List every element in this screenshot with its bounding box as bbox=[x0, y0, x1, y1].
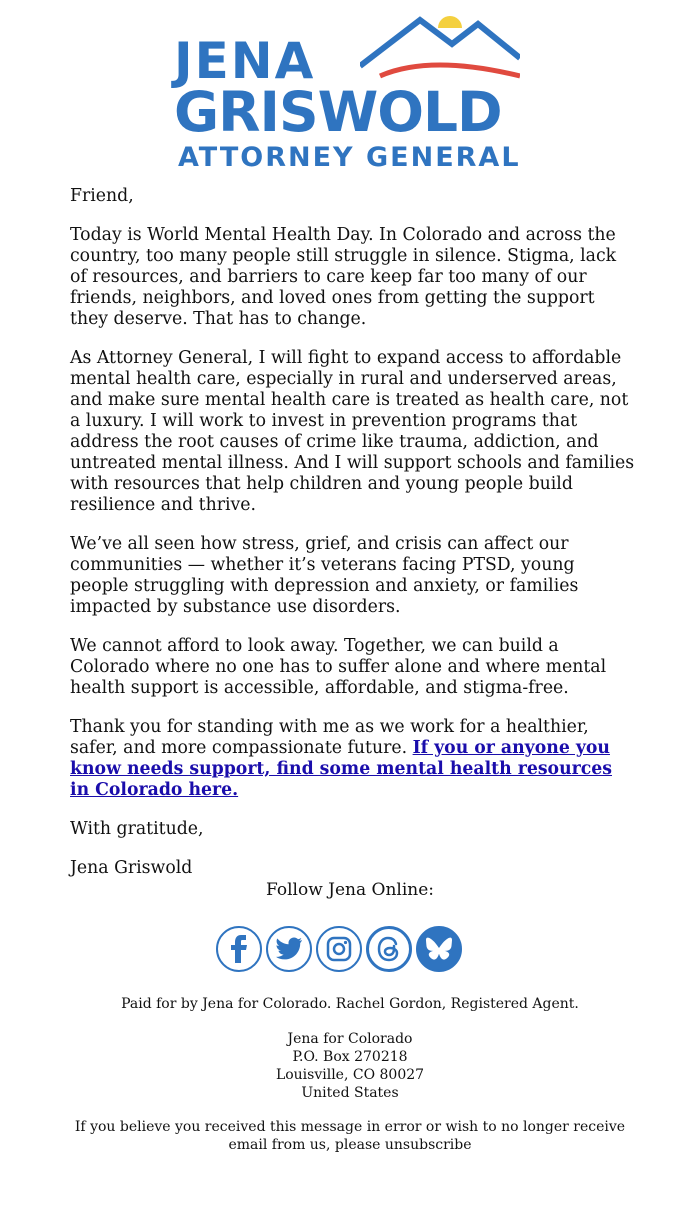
mental-health-resources-link[interactable]: If you or anyone you know needs support, find some mental health resources in Colorado here. bbox=[70, 738, 612, 800]
facebook-icon[interactable] bbox=[216, 926, 262, 972]
signature: Jena Griswold bbox=[70, 858, 193, 878]
social-links bbox=[216, 926, 466, 976]
follow-heading: Follow Jena Online: bbox=[265, 880, 435, 900]
instagram-icon[interactable] bbox=[316, 926, 362, 972]
mailing-address bbox=[0, 1030, 700, 1102]
email-body bbox=[70, 186, 635, 897]
address-po-box: P.O. Box 270218 bbox=[292, 1049, 408, 1065]
logo-name-first: JENA bbox=[174, 32, 316, 90]
bluesky-icon[interactable] bbox=[416, 926, 462, 972]
campaign-logo bbox=[170, 14, 530, 178]
paragraph-3: We’ve all seen how stress, grief, and crisis can affect our communities — whether it’s veterans facing PTSD, young people struggling with depression and anxiety, or families impacted by substance use disorders. bbox=[70, 534, 579, 617]
address-country: United States bbox=[301, 1085, 399, 1101]
paragraph-5 bbox=[70, 717, 635, 801]
twitter-icon[interactable] bbox=[266, 926, 312, 972]
greeting: Friend, bbox=[70, 186, 134, 206]
paragraph-2: As Attorney General, I will fight to expand access to affordable mental health care, especially in rural and underserved areas, and make sure mental health care is treated as health care, not a luxury. I will work to invest in prevention programs that address the root causes of crime like trauma, addiction, and untreated mental illness. And I will support schools and families with resources that help children and young people build resilience and thrive. bbox=[70, 348, 635, 515]
address-name: Jena for Colorado bbox=[287, 1031, 413, 1047]
paragraph-4: We cannot afford to look away. Together, we can build a Colorado where no one has to suffer alone and where mental health support is accessible, affordable, and stigma-free. bbox=[70, 636, 607, 698]
closing: With gratitude, bbox=[70, 819, 204, 839]
paragraph-5-text: Thank you for standing with me as we work for a healthier, safer, and more compassionate future. bbox=[70, 717, 589, 758]
mountain-logo-icon bbox=[360, 14, 520, 84]
address-city: Louisville, CO 80027 bbox=[275, 1067, 425, 1083]
unsubscribe-notice[interactable]: If you believe you received this message in error or wish to no longer receive email from us, please unsubscribe bbox=[74, 1119, 626, 1153]
threads-icon[interactable] bbox=[366, 926, 412, 972]
paid-for-disclaimer: Paid for by Jena for Colorado. Rachel Gordon, Registered Agent. bbox=[121, 996, 579, 1012]
logo-title: ATTORNEY GENERAL bbox=[178, 142, 521, 173]
logo-name-last: GRISWOLD bbox=[174, 80, 502, 144]
paragraph-1: Today is World Mental Health Day. In Colorado and across the country, too many people still struggle in silence. Stigma, lack of resources, and barriers to care keep far too many of our friends, neighbors, and loved ones from getting the support they deserve. That has to change. bbox=[70, 225, 617, 329]
